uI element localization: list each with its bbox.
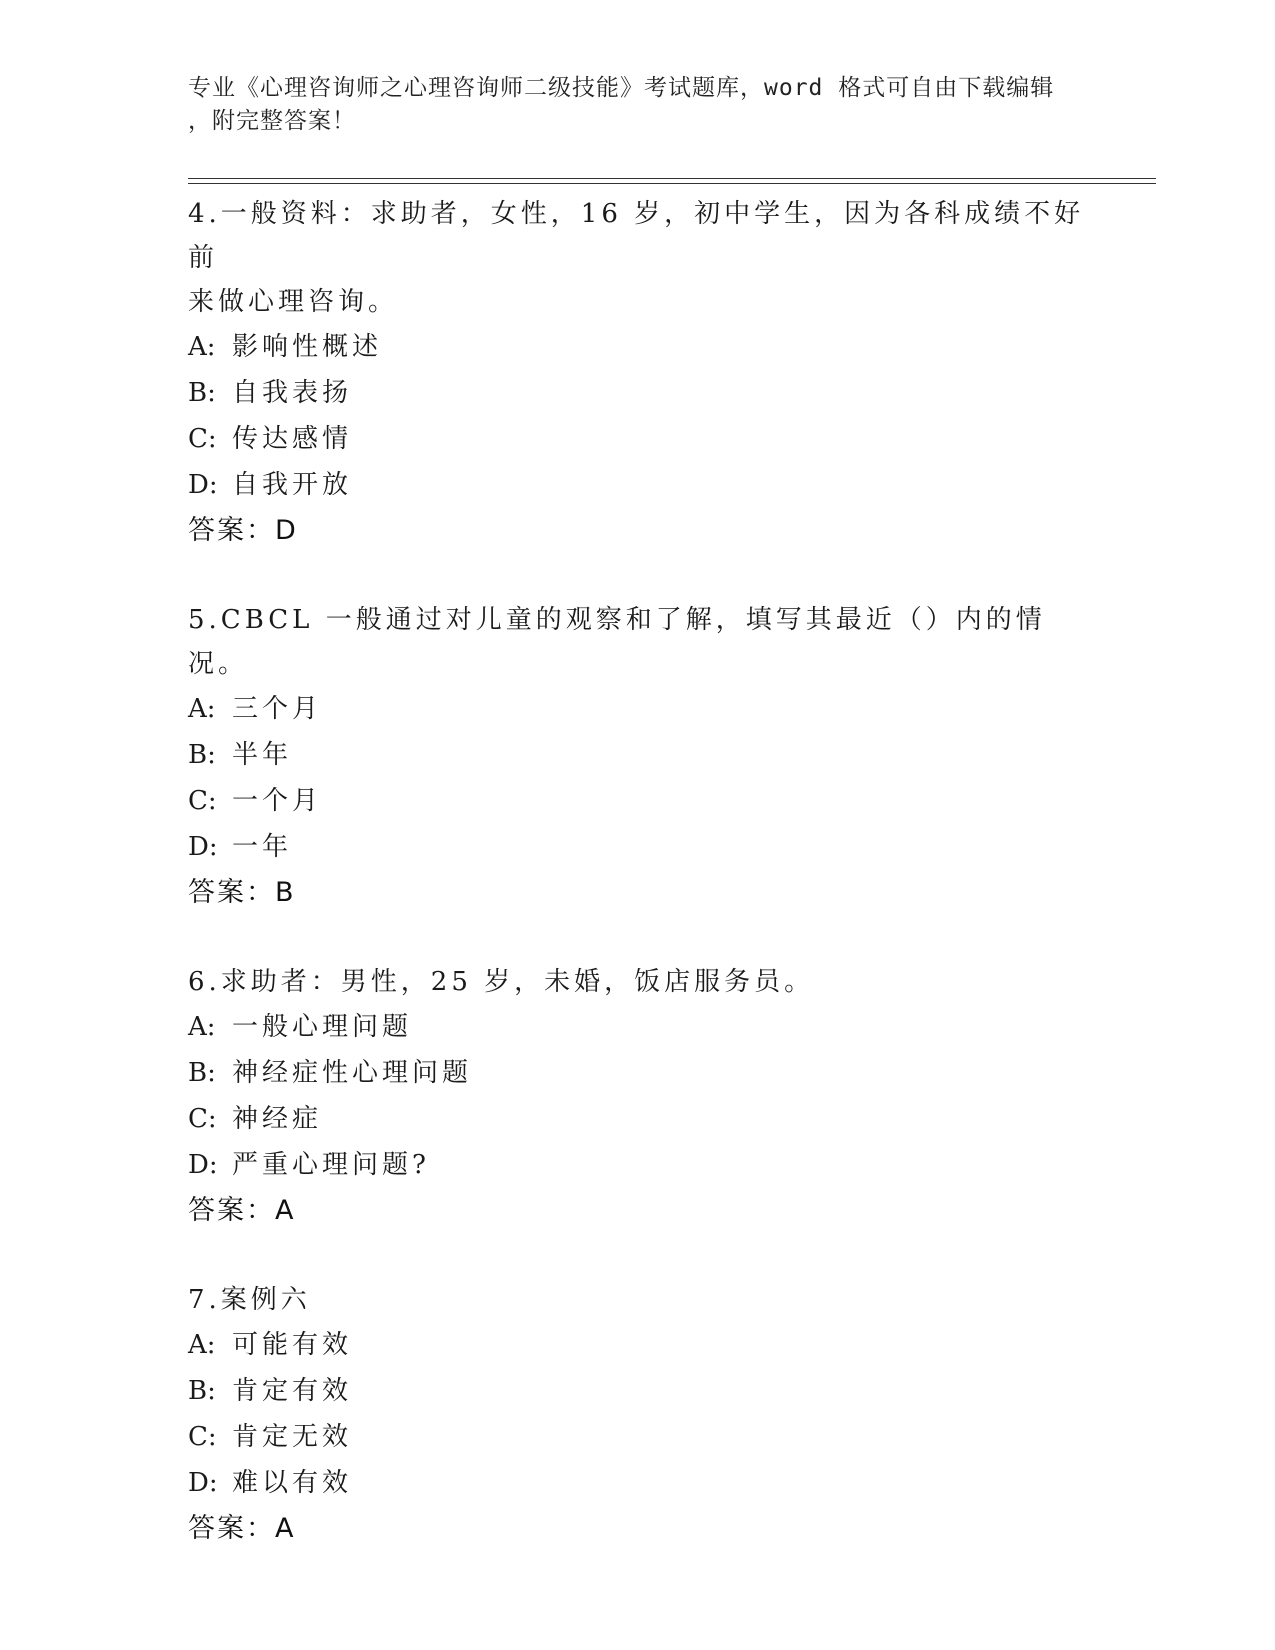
option-b	[188, 1050, 1088, 1096]
answer-line: 答案：A	[188, 1513, 296, 1544]
option-letter: B:	[188, 1376, 216, 1406]
question-4	[188, 192, 1088, 554]
option-letter: B:	[188, 740, 216, 770]
option-d	[188, 462, 1088, 508]
option-a	[188, 1322, 1088, 1368]
option-letter: C:	[188, 1422, 217, 1452]
option-text: 肯定无效	[232, 1422, 353, 1452]
option-text: 难以有效	[232, 1468, 353, 1498]
answer-line: 答案：D	[188, 515, 298, 546]
option-letter: B:	[188, 1058, 216, 1088]
question-6	[188, 960, 1088, 1234]
option-letter: A:	[188, 1012, 216, 1042]
option-letter: D:	[188, 470, 218, 500]
option-letter: B:	[188, 378, 216, 408]
option-c	[188, 1414, 1088, 1460]
option-letter: C:	[188, 786, 217, 816]
answer-line: 答案：A	[188, 1195, 296, 1226]
option-a	[188, 324, 1088, 370]
question-stem-line-2: 来做心理咨询。	[188, 287, 399, 317]
header-divider-bottom	[188, 183, 1156, 184]
question-list	[188, 192, 1088, 1596]
option-b	[188, 370, 1088, 416]
header-line-2: ，附完整答案！	[188, 108, 356, 134]
option-text: 传达感情	[232, 424, 353, 454]
option-text: 肯定有效	[232, 1376, 353, 1406]
option-text: 一年	[232, 832, 293, 862]
question-stem-line-1: 7.案例六	[188, 1285, 311, 1315]
option-text: 严重心理问题?	[232, 1150, 430, 1180]
question-5	[188, 598, 1088, 916]
option-text: 影响性概述	[232, 332, 383, 362]
option-text: 半年	[232, 740, 293, 770]
option-a	[188, 686, 1088, 732]
question-stem-line-1: 6.求助者：男性，25 岁，未婚，饭店服务员。	[188, 967, 815, 997]
option-letter: D:	[188, 1150, 218, 1180]
option-c	[188, 416, 1088, 462]
option-letter: C:	[188, 1104, 217, 1134]
option-a	[188, 1004, 1088, 1050]
header-line-1: 专业《心理咨询师之心理咨询师二级技能》考试题库，word 格式可自由下载编辑	[188, 75, 1055, 101]
option-text: 自我表扬	[232, 378, 353, 408]
option-letter: A:	[188, 332, 216, 362]
option-b	[188, 732, 1088, 778]
answer-line: 答案：B	[188, 877, 296, 908]
header-divider-top	[188, 178, 1156, 179]
option-text: 自我开放	[232, 470, 353, 500]
option-b	[188, 1368, 1088, 1414]
option-text: 三个月	[232, 694, 323, 724]
question-7	[188, 1278, 1088, 1552]
option-letter: D:	[188, 832, 218, 862]
document-header	[188, 72, 1068, 138]
option-c	[188, 1096, 1088, 1142]
question-stem-line-1: 5.CBCL 一般通过对儿童的观察和了解，填写其最近（）内的情况。	[188, 605, 1046, 679]
option-d	[188, 824, 1088, 870]
option-letter: C:	[188, 424, 217, 454]
question-stem-line-1: 4.一般资料：求助者，女性，16 岁，初中学生，因为各科成绩不好前	[188, 199, 1085, 273]
option-text: 神经症性心理问题	[232, 1058, 473, 1088]
option-text: 一个月	[232, 786, 323, 816]
option-text: 可能有效	[232, 1330, 353, 1360]
option-text: 神经症	[232, 1104, 323, 1134]
option-letter: D:	[188, 1468, 218, 1498]
option-c	[188, 778, 1088, 824]
option-letter: A:	[188, 694, 216, 724]
option-d	[188, 1460, 1088, 1506]
option-text: 一般心理问题	[232, 1012, 413, 1042]
option-d	[188, 1142, 1088, 1188]
option-letter: A:	[188, 1330, 216, 1360]
